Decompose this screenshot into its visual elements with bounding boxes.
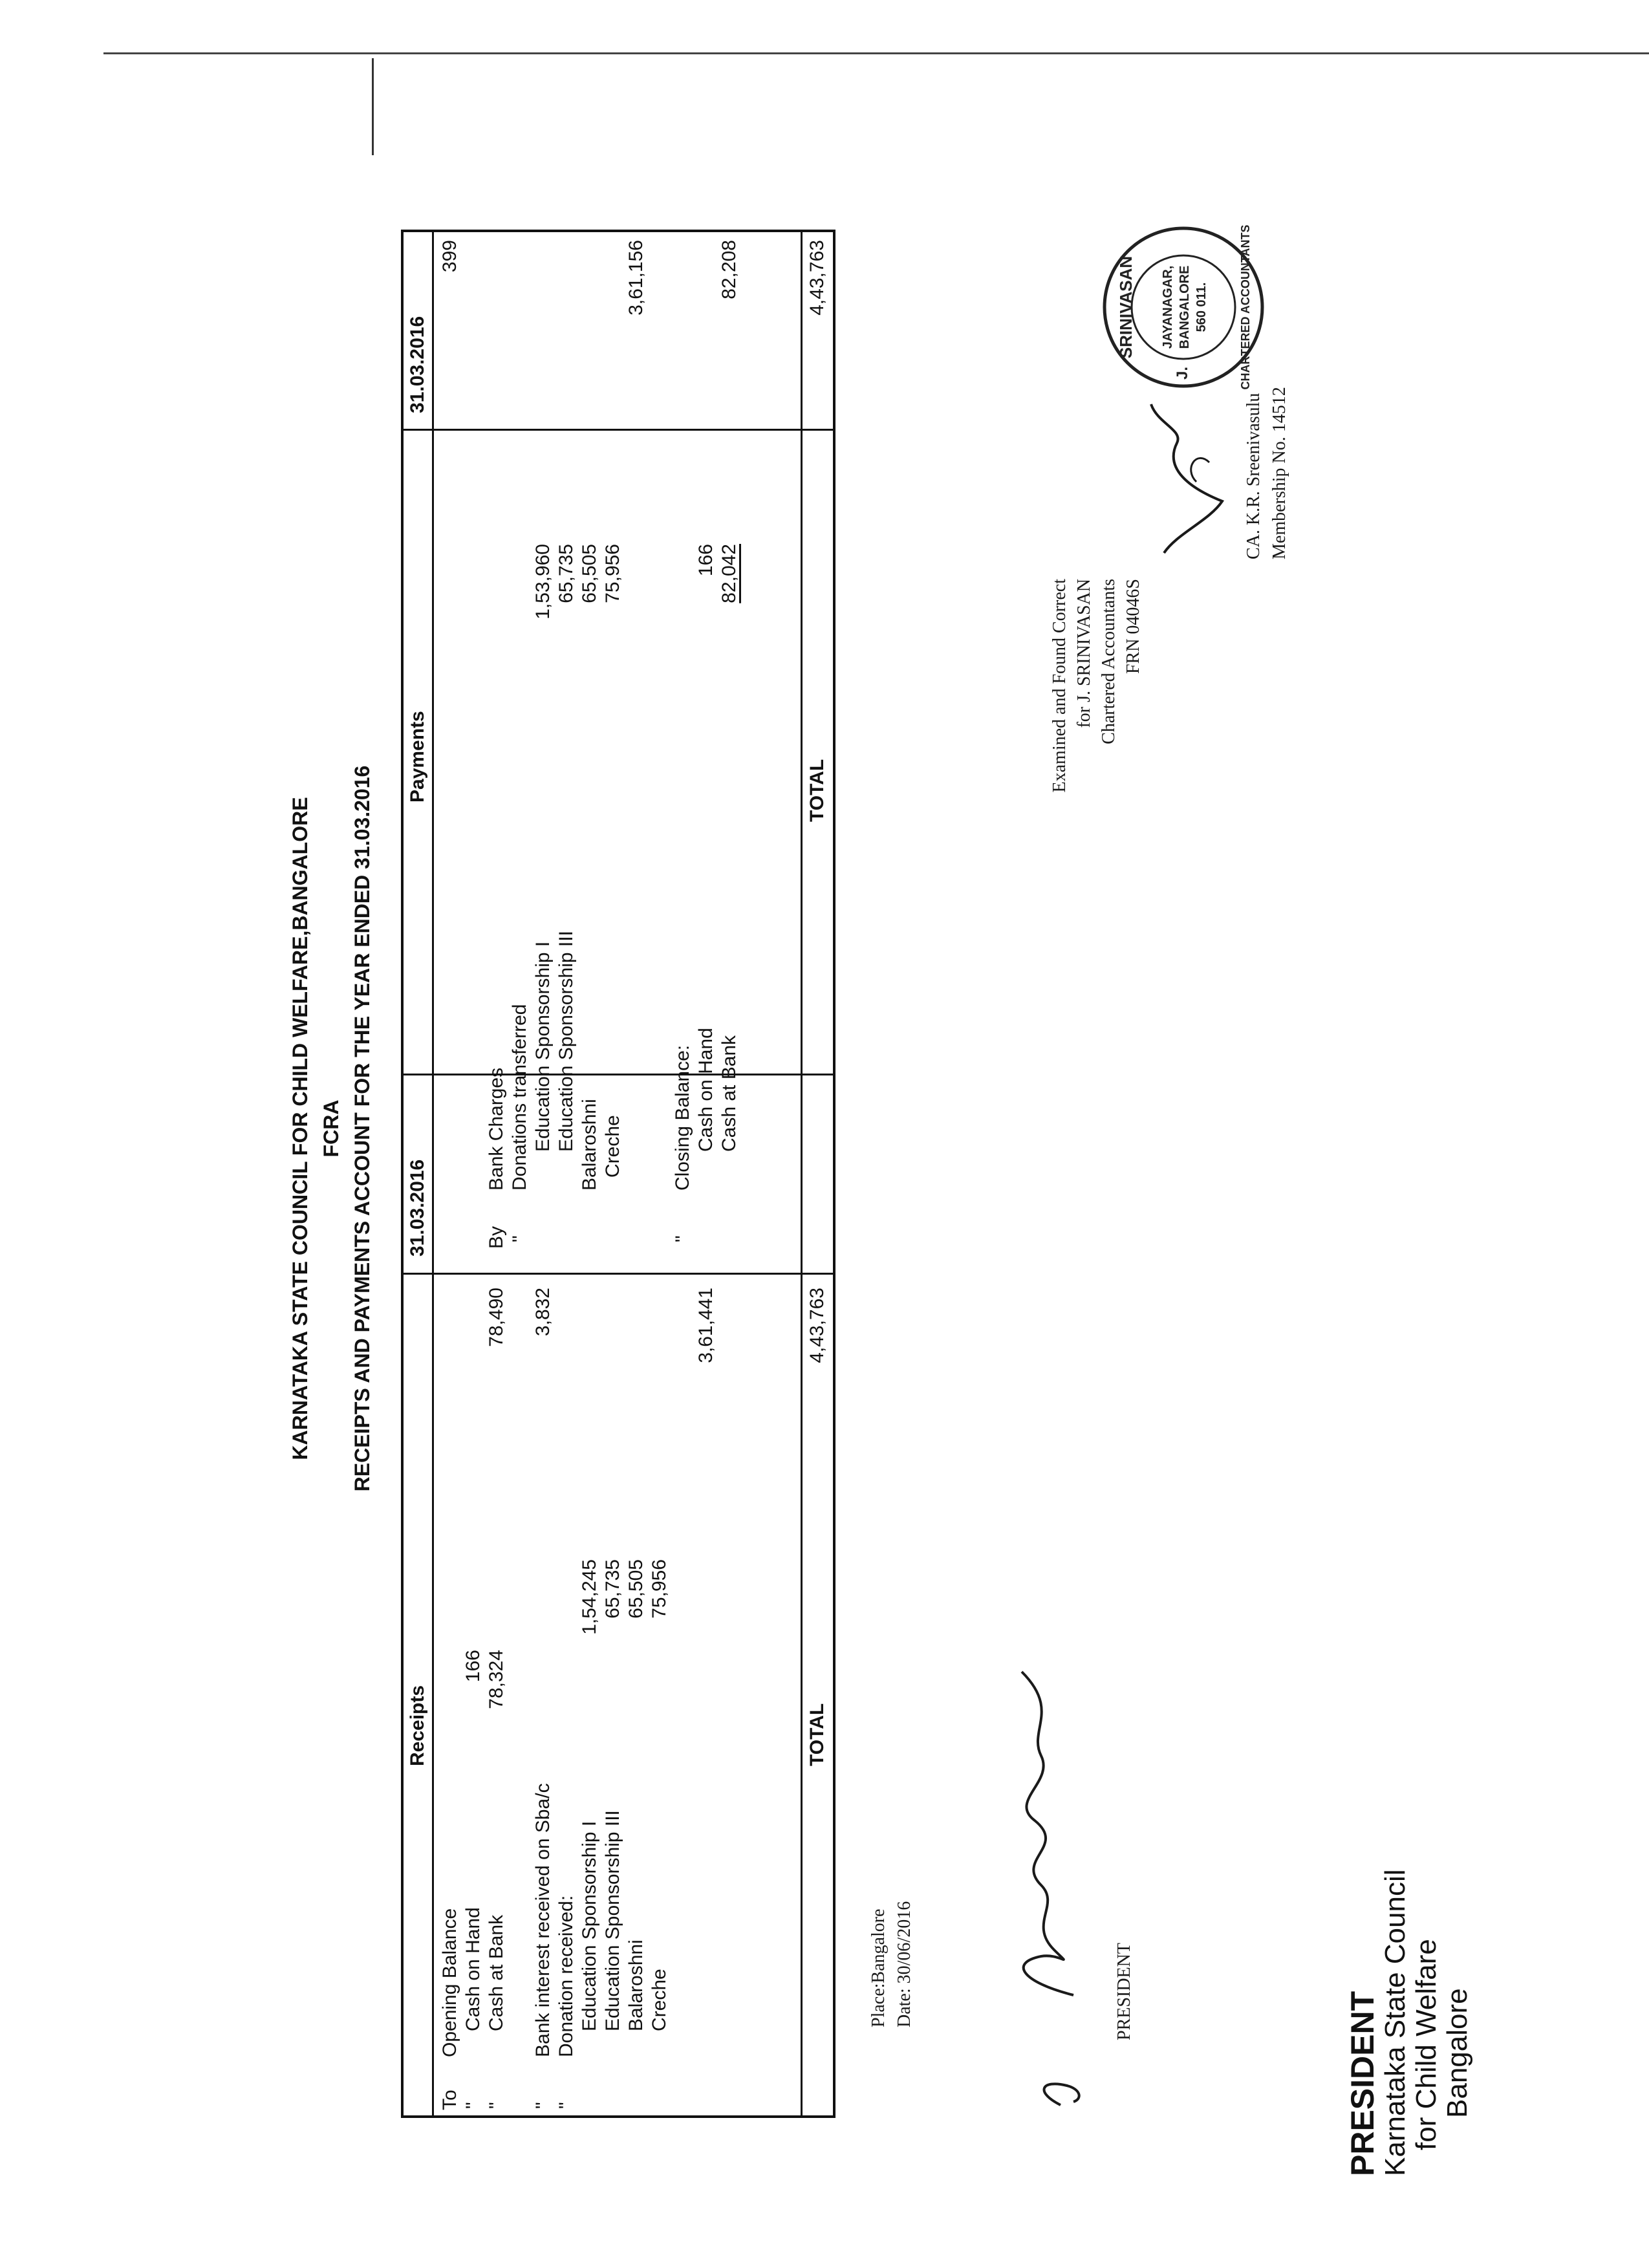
bank-charges-amount: 399 — [439, 240, 460, 273]
ditto-mark: " — [672, 1235, 693, 1242]
donations-transferred-total: 3,61,156 — [625, 240, 647, 316]
col-divider — [404, 1074, 833, 1075]
seal-initial: J. — [1174, 366, 1191, 380]
payments-total-amount: 4,43,763 — [806, 240, 828, 316]
cash-at-bank-label: Cash at Bank — [486, 1914, 507, 2031]
payments-header: Payments — [407, 711, 428, 803]
payment-item-label: Education Sponsorship I — [532, 941, 554, 1152]
accounts-table — [401, 230, 835, 2118]
ditto-mark: " — [462, 2102, 484, 2109]
cash-on-hand-label: Cash on Hand — [462, 1907, 484, 2031]
cash-on-hand-amount: 166 — [462, 1650, 484, 1683]
col-divider — [404, 429, 833, 431]
receipt-item-amount: 65,735 — [602, 1559, 623, 1619]
statement-sheet — [155, 224, 1513, 2196]
opening-balance-label: Opening Balance — [439, 1908, 460, 2057]
auditor-line1: Examined and Found Correct — [1050, 579, 1070, 793]
payments-total-label: TOTAL — [806, 759, 828, 822]
payment-item-amount: 65,735 — [555, 544, 577, 603]
ditto-mark: " — [555, 2102, 577, 2109]
auditor-line2: for J. SRINIVASAN — [1074, 579, 1094, 728]
bank-charges-label: Bank Charges — [486, 1067, 507, 1191]
president-caption: PRESIDENT — [1114, 1943, 1134, 2040]
seal-name: SRINIVASAN — [1116, 255, 1136, 359]
receipts-total-amount: 4,43,763 — [806, 1288, 828, 1363]
receipt-item-label: Education Sponsorship I — [579, 1820, 600, 2031]
receipt-item-amount: 1,54,245 — [579, 1559, 600, 1635]
total-rule — [801, 232, 803, 2115]
header-rule — [432, 232, 434, 2115]
auditor-block — [1048, 579, 1146, 837]
president-stamp-title: PRESIDENT — [1344, 1991, 1381, 2176]
top-rule — [103, 52, 1649, 54]
margin-mark — [372, 58, 374, 155]
receipt-item-label: Education Sponsorship III — [602, 1810, 623, 2031]
seal-bottom: CHARTERED ACCOUNTANTS — [1239, 224, 1252, 390]
date-label: Date: 30/06/2016 — [894, 1901, 914, 2027]
auditor-frn: FRN 04046S — [1123, 579, 1143, 675]
closing-cash-at-bank-label: Cash at Bank — [718, 1035, 740, 1152]
statement-title — [285, 708, 378, 1549]
fcra-label: FCRA — [319, 1099, 343, 1158]
ditto-mark: " — [532, 2102, 554, 2109]
payment-item-label: Balaroshni — [579, 1099, 600, 1191]
auditor-seal — [1099, 223, 1267, 391]
opening-balance-total: 78,490 — [486, 1288, 507, 1347]
auditor-line3: Chartered Accountants — [1099, 579, 1119, 744]
seal-pin: 560 011. — [1194, 282, 1209, 332]
auditor-name: CA. K.R. Sreenivasulu — [1244, 393, 1264, 559]
president-stamp-line2: for Child Welfare — [1410, 1939, 1442, 2150]
bank-interest-amount: 3,832 — [532, 1288, 554, 1337]
payment-item-amount: 65,505 — [579, 544, 600, 603]
receipt-item-label: Creche — [649, 1969, 670, 2031]
ditto-mark: " — [486, 2102, 507, 2109]
bank-interest-label: Bank interest received on Sba/c — [532, 1783, 554, 2057]
place-label: Place:Bangalore — [868, 1908, 889, 2027]
date-header-left: 31.03.2016 — [407, 1159, 428, 1257]
receipt-item-amount: 65,505 — [625, 1559, 647, 1619]
date-header-right: 31.03.2016 — [407, 316, 428, 413]
col-divider — [404, 1273, 833, 1275]
seal-city1: JAYANAGAR, — [1161, 265, 1175, 349]
seal-city2: BANGALORE — [1178, 265, 1192, 349]
closing-balance-total: 82,208 — [718, 240, 740, 299]
ditto-mark: " — [509, 1235, 530, 1242]
receipts-total-label: TOTAL — [806, 1703, 828, 1766]
cash-at-bank-amount: 78,324 — [486, 1650, 507, 1709]
donation-received-total: 3,61,441 — [695, 1288, 717, 1363]
closing-cash-at-bank-amount: 82,042 — [718, 544, 740, 603]
by-marker: By — [486, 1226, 507, 1249]
president-signature — [983, 1652, 1106, 2118]
president-stamp-line1: Karnataka State Council — [1379, 1869, 1411, 2176]
payment-item-label: Creche — [602, 1115, 623, 1178]
auditor-membership: Membership No. 14512 — [1269, 387, 1289, 559]
president-stamp-line3: Bangalore — [1441, 1988, 1473, 2118]
donations-transferred-label: Donations transferred — [509, 1004, 530, 1191]
receipts-header: Receipts — [407, 1685, 428, 1766]
receipt-item-amount: 75,956 — [649, 1559, 670, 1619]
closing-balance-label: Closing Balance: — [672, 1044, 693, 1191]
closing-cash-on-hand-amount: 166 — [695, 544, 717, 577]
donation-received-label: Donation received: — [555, 1895, 577, 2057]
president-stamp — [1345, 1869, 1473, 2176]
closing-cash-on-hand-label: Cash on Hand — [695, 1028, 717, 1152]
org-name: KARNATAKA STATE COUNCIL FOR CHILD WELFARE,BANGALORE — [288, 797, 312, 1460]
payment-item-label: Education Sponsorship III — [555, 931, 577, 1152]
receipt-item-label: Balaroshni — [625, 1939, 647, 2031]
statement-heading: RECEIPTS AND PAYMENTS ACCOUNT FOR THE YEAR ENDED 31.03.2016 — [350, 765, 374, 1492]
auditor-signature — [1138, 391, 1242, 559]
to-marker: To — [439, 2090, 460, 2110]
payment-item-amount: 1,53,960 — [532, 544, 554, 620]
payment-item-amount: 75,956 — [602, 544, 623, 603]
